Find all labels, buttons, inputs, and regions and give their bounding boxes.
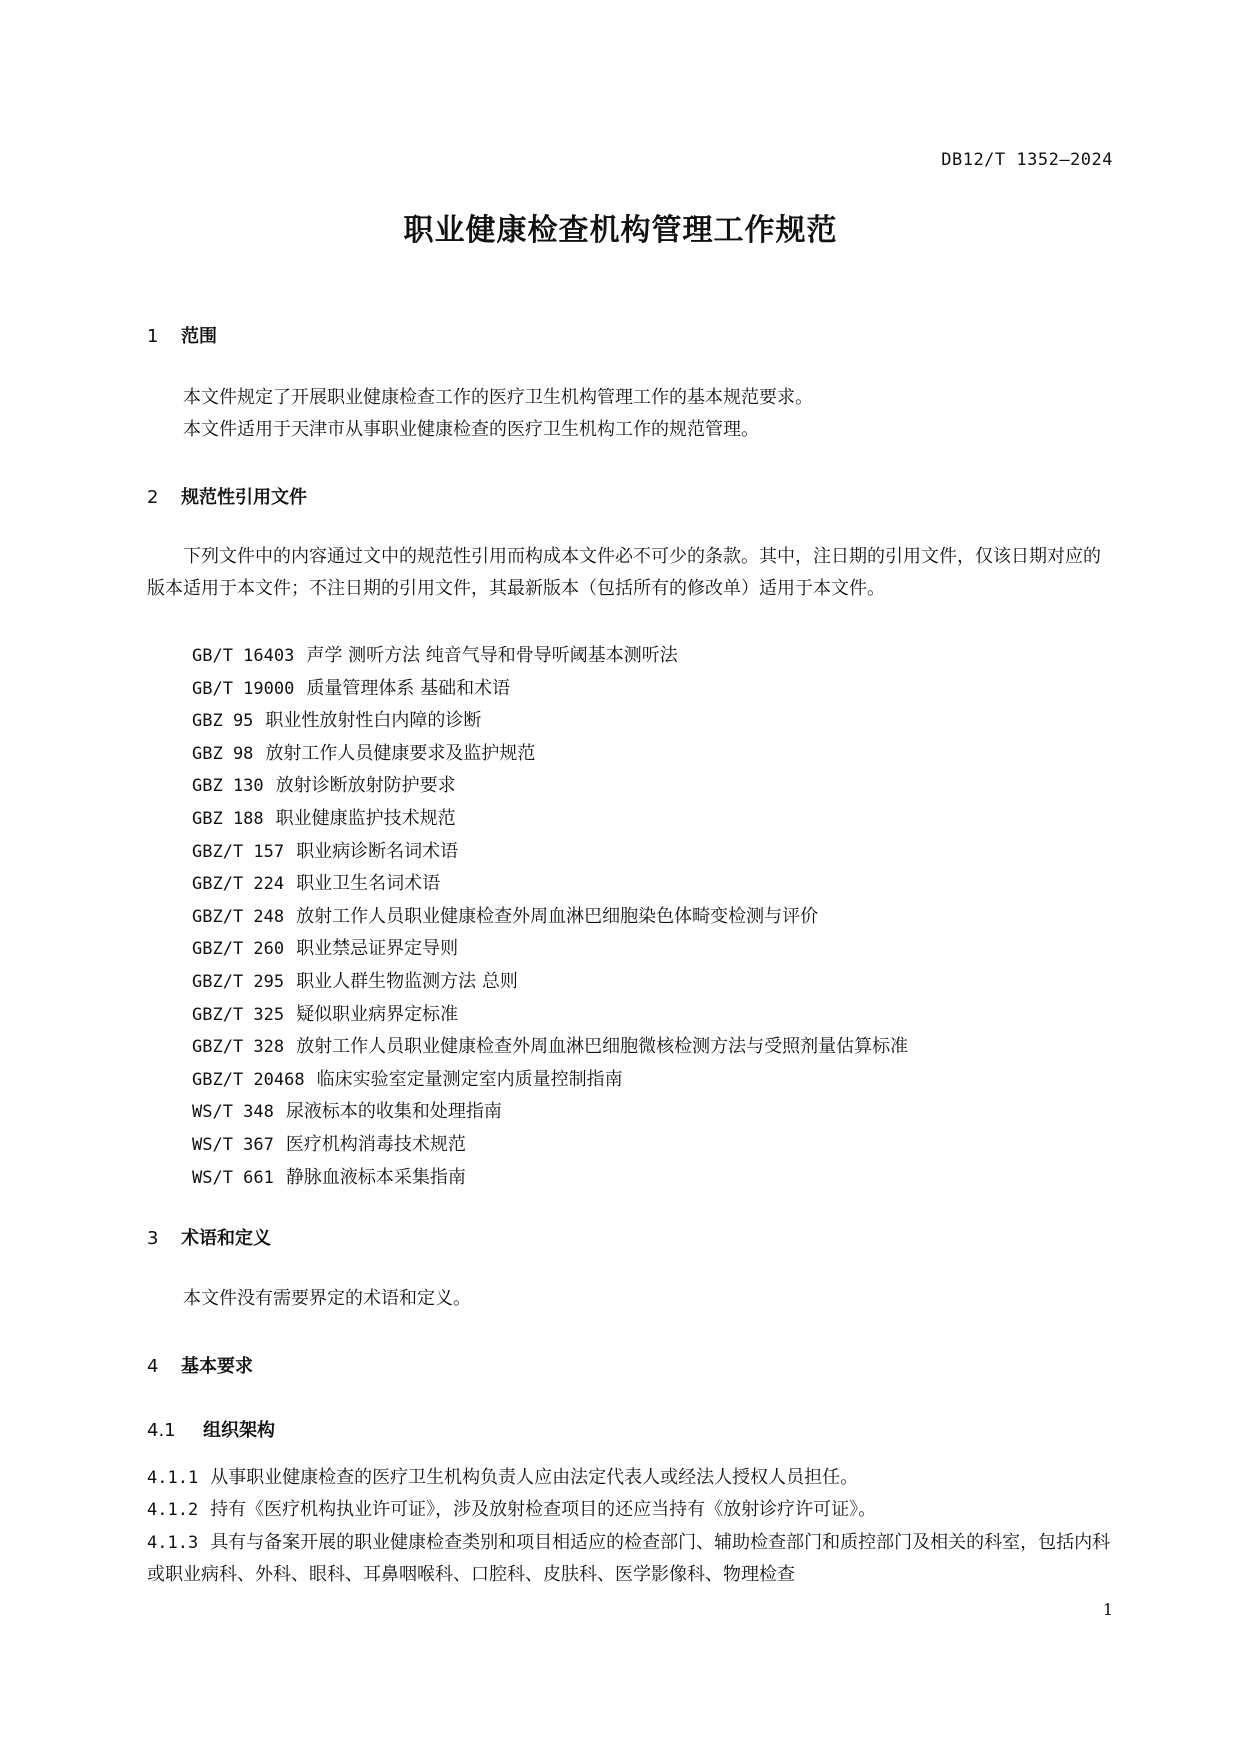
reference-code: GB/T 19000	[192, 678, 295, 699]
section-title: 基本要求	[181, 1356, 253, 1377]
clause-number: 4.1.2	[147, 1500, 199, 1520]
reference-title: 声学 测听方法 纯音气导和骨导听阈基本测听法	[306, 645, 678, 666]
reference-code: GBZ/T 260	[192, 939, 285, 960]
section-title: 范围	[181, 326, 217, 347]
reference-code: GBZ 188	[192, 808, 264, 829]
reference-item	[192, 640, 908, 673]
reference-title: 职业性放射性白内障的诊断	[265, 710, 482, 732]
reference-item	[192, 705, 908, 738]
page-number: 1	[1102, 1600, 1113, 1619]
reference-item	[192, 901, 908, 934]
section-heading-basic-requirements	[147, 1352, 253, 1378]
reference-title: 静脉血液标本采集指南	[285, 1166, 466, 1188]
reference-code: WS/T 367	[192, 1134, 274, 1155]
section-heading-normative-references	[147, 483, 307, 509]
reference-item	[192, 1064, 908, 1097]
reference-code: WS/T 348	[192, 1102, 274, 1123]
subsection-heading-organization	[147, 1416, 275, 1442]
section-number: 4	[147, 1356, 159, 1377]
reference-title: 职业人群生物监测方法 总则	[296, 970, 518, 992]
reference-item	[192, 1031, 908, 1064]
document-title: 职业健康检查机构管理工作规范	[403, 213, 838, 248]
reference-title: 放射诊断放射防护要求	[275, 775, 456, 797]
reference-item	[192, 803, 908, 836]
reference-code: GBZ/T 157	[192, 841, 285, 862]
reference-list	[192, 640, 908, 1194]
reference-title: 质量管理体系 基础和术语	[306, 677, 511, 699]
reference-item	[192, 770, 908, 803]
reference-item	[192, 933, 908, 966]
reference-item	[192, 966, 908, 999]
clause-4-1-2	[147, 1494, 1115, 1526]
reference-item	[192, 999, 908, 1032]
reference-title: 疑似职业病界定标准	[296, 1003, 459, 1025]
section-number: 2	[147, 487, 159, 508]
reference-item	[192, 1162, 908, 1195]
reference-title: 职业健康监护技术规范	[275, 807, 456, 829]
scope-paragraph-1: 本文件规定了开展职业健康检查工作的医疗卫生机构管理工作的基本规范要求。	[183, 387, 813, 408]
reference-code: GBZ 95	[192, 711, 254, 732]
reference-title: 放射工作人员职业健康检查外周血淋巴细胞微核检测方法与受照剂量估算标准	[296, 1036, 909, 1058]
reference-code: GBZ/T 328	[192, 1037, 285, 1058]
section-number: 3	[147, 1228, 159, 1249]
reference-title: 尿液标本的收集和处理指南	[285, 1101, 502, 1123]
reference-code: GBZ/T 224	[192, 874, 285, 895]
reference-code: GBZ/T 20468	[192, 1069, 305, 1090]
reference-item	[192, 738, 908, 771]
reference-code: GBZ/T 248	[192, 906, 285, 927]
clause-text: 持有《医疗机构执业许可证》，涉及放射检查项目的还应当持有《放射诊疗许可证》。	[210, 1499, 877, 1520]
reference-code: GB/T 16403	[192, 646, 295, 666]
reference-title: 职业禁忌证界定导则	[296, 938, 459, 960]
reference-item	[192, 836, 908, 869]
section-heading-scope	[147, 322, 217, 348]
reference-code: WS/T 661	[192, 1167, 274, 1188]
section-heading-terms	[147, 1224, 271, 1250]
clause-number: 4.1.1	[147, 1468, 199, 1488]
reference-code: GBZ 98	[192, 743, 254, 764]
reference-item	[192, 1096, 908, 1129]
reference-title: 职业卫生名词术语	[296, 873, 441, 895]
reference-title: 医疗机构消毒技术规范	[285, 1133, 466, 1155]
section-number: 1	[147, 326, 159, 347]
reference-item	[192, 1129, 908, 1162]
reference-title: 临床实验室定量测定室内质量控制指南	[316, 1068, 623, 1090]
terms-paragraph: 本文件没有需要界定的术语和定义。	[183, 1288, 471, 1309]
reference-item	[192, 673, 908, 706]
clause-text: 具有与备案开展的职业健康检查类别和项目相适应的检查部门、辅助检查部门和质控部门及相关的科室，包括内科或职业病科、外科、眼科、耳鼻咽喉科、口腔科、皮肤科、医学影像科、物理检查	[147, 1532, 1111, 1585]
clause-4-1-1	[147, 1462, 1115, 1494]
scope-paragraph-2: 本文件适用于天津市从事职业健康检查的医疗卫生机构工作的规范管理。	[183, 419, 759, 440]
reference-title: 放射工作人员职业健康检查外周血淋巴细胞染色体畸变检测与评价	[296, 905, 819, 927]
references-intro: 下列文件中的内容通过文中的规范性引用而构成本文件必不可少的条款。其中，注日期的引用文件，仅该日期对应的版本适用于本文件；不注日期的引用文件，其最新版本（包括所有的修改单）适用于本文件。	[147, 546, 1101, 599]
subsection-number: 4.1	[147, 1420, 176, 1441]
clause-number: 4.1.3	[147, 1533, 199, 1553]
subsection-title: 组织架构	[203, 1420, 275, 1441]
clause-4-1-3	[147, 1527, 1115, 1591]
section-title: 术语和定义	[181, 1228, 271, 1249]
reference-code: GBZ/T 295	[192, 971, 285, 992]
section-title: 规范性引用文件	[181, 487, 307, 508]
reference-code: GBZ 130	[192, 776, 264, 797]
clause-text: 从事职业健康检查的医疗卫生机构负责人应由法定代表人或经法人授权人员担任。	[210, 1467, 859, 1488]
reference-title: 职业病诊断名词术语	[296, 840, 459, 862]
reference-item	[192, 868, 908, 901]
reference-title: 放射工作人员健康要求及监护规范	[265, 742, 536, 764]
reference-code: GBZ/T 325	[192, 1004, 285, 1025]
document-code: DB12/T 1352—2024	[941, 150, 1113, 170]
